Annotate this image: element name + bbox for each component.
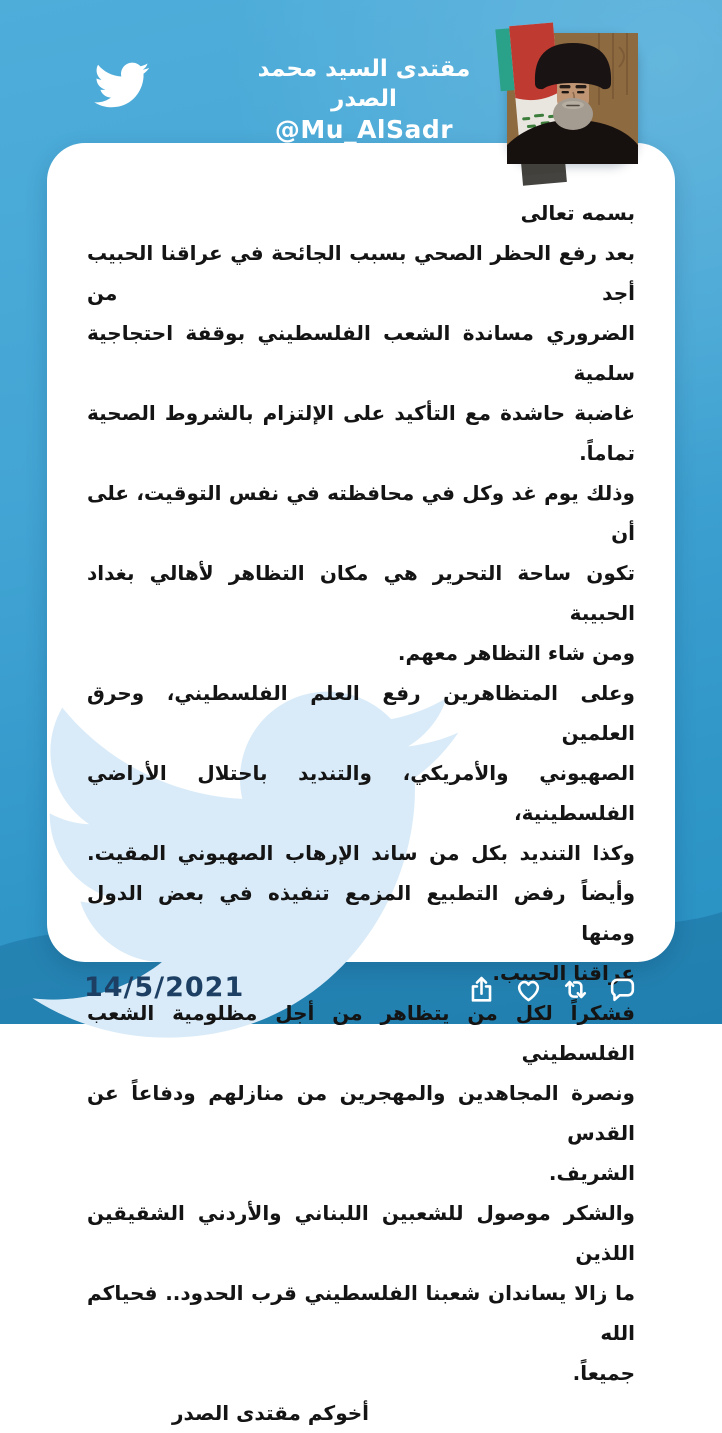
tweet-line: تكون ساحة التحرير هي مكان التظاهر لأهالي بغداد الحبيبة xyxy=(87,561,635,625)
tweet-line: الصهيوني والأمريكي، والتنديد باحتلال الأراضي الفلسطينية، xyxy=(87,761,635,825)
retweet-icon[interactable] xyxy=(560,974,591,1005)
date-label: 14/5/2021 xyxy=(84,972,245,1003)
tweet-line: وأيضاً رفض التطبيع المزمع تنفيذه في بعض الدول ومنها xyxy=(87,881,635,945)
profile-photo xyxy=(507,33,638,164)
tweet-line: وذلك يوم غد وكل في محافظته في نفس التوقيت، على أن xyxy=(87,481,635,545)
tweet-signature: أخوكم مقتدى الصدر xyxy=(171,1401,369,1425)
tweet-line: بسمه تعالى xyxy=(520,201,635,225)
comment-icon[interactable] xyxy=(607,974,638,1005)
user-handle[interactable]: @Mu_AlSadr xyxy=(274,115,454,144)
tweet-line: ومن شاء التظاهر معهم. xyxy=(397,641,635,665)
action-bar xyxy=(466,974,638,1005)
tweet-line: والشكر موصول للشعبين اللبناني والأردني الشقيقين اللذين xyxy=(87,1201,635,1265)
tweet-text xyxy=(47,143,675,1433)
tweet-line: عراقنا الحبيب. xyxy=(492,961,635,985)
user-identity xyxy=(238,54,490,145)
twitter-logo-icon xyxy=(86,56,156,114)
heart-icon[interactable] xyxy=(513,974,544,1005)
tweet-line: بعد رفع الحظر الصحي بسبب الجائحة في عراقنا الحبيب أجد من xyxy=(87,241,635,305)
share-icon[interactable] xyxy=(466,974,497,1005)
tweet-line: ما زالا يساندان شعبنا الفلسطيني قرب الحدود.. فحياكم الله xyxy=(87,1281,635,1345)
display-name: مقتدى السيد محمد الصدر xyxy=(257,56,471,112)
tweet-line: جميعاً. xyxy=(572,1361,635,1385)
tweet-line: غاضبة حاشدة مع التأكيد على الإلتزام بالشروط الصحية تماماً. xyxy=(87,401,635,465)
tweet-line: وعلى المتظاهرين رفع العلم الفلسطيني، وحرق العلمين xyxy=(87,681,635,745)
tweet-line: الشريف. xyxy=(548,1161,635,1185)
tweet-line: وكذا التنديد بكل من ساند الإرهاب الصهيوني المقيت. xyxy=(87,841,635,865)
avatar[interactable] xyxy=(507,33,638,164)
tweet-line: فشكراً لكل من يتظاهر من أجل مظلومية الشعب الفلسطيني xyxy=(87,1001,635,1065)
tweet-line: الضروري مساندة الشعب الفلسطيني بوقفة احتجاجية سلمية xyxy=(87,321,635,385)
tweet-line: ونصرة المجاهدين والمهجرين من منازلهم ودفاعاً عن القدس xyxy=(87,1081,635,1145)
